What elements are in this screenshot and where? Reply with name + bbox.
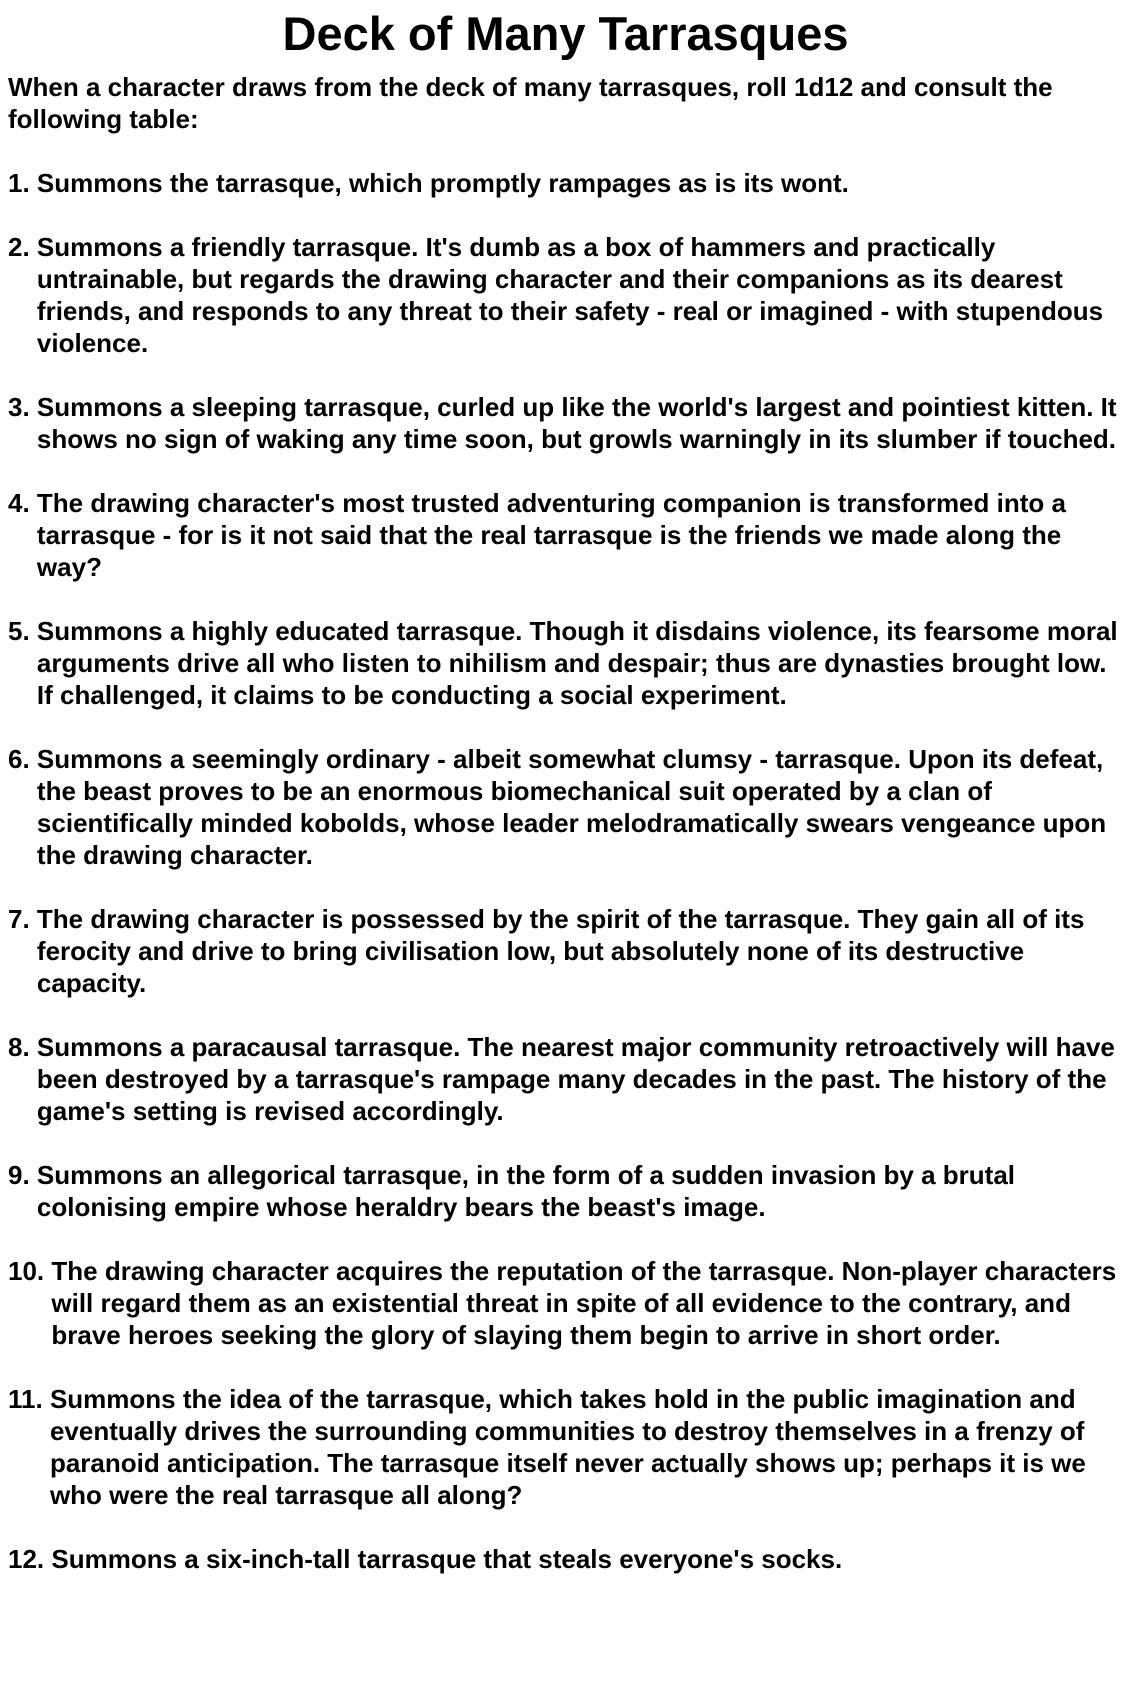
- item-number: 12.: [8, 1544, 52, 1574]
- list-item: [8, 1543, 1123, 1575]
- document-page: [0, 9, 1131, 1698]
- item-number: 7.: [8, 904, 37, 934]
- item-number: 1.: [8, 168, 37, 198]
- item-number: 6.: [8, 744, 37, 774]
- list-item: [8, 615, 1123, 711]
- list-item: [8, 1383, 1123, 1511]
- item-text: Summons a six-inch-tall tarrasque that steals everyone's socks.: [51, 1544, 843, 1574]
- item-text: Summons a sleeping tarrasque, curled up like the world's largest and pointiest kitten. It shows no sign of waking any time soon, but growls warningly in its slumber if touched.: [36, 392, 1117, 454]
- item-text: Summons a highly educated tarrasque. Though it disdains violence, its fearsome moral arguments drive all who listen to nihilism and despair; thus are dynasties brought low. If challenged, it claims to be conducting a social experiment.: [36, 616, 1118, 710]
- list-item: [8, 1255, 1123, 1351]
- item-text: Summons a friendly tarrasque. It's dumb as a box of hammers and practically untrainable, but regards the drawing character and their companions as its dearest friends, and responds to any threat to their safety - real or imagined - with stupendous violence.: [36, 232, 1104, 358]
- item-text: The drawing character acquires the reputation of the tarrasque. Non-player characters will regard them as an existential threat in spite of all evidence to the contrary, and brave heroes seeking the glory of slaying them begin to arrive in short order.: [51, 1256, 1117, 1350]
- item-number: 4.: [8, 488, 37, 518]
- item-number: 8.: [8, 1032, 37, 1062]
- item-text: Summons the tarrasque, which promptly rampages as is its wont.: [36, 168, 849, 198]
- list-item: [8, 167, 1123, 199]
- item-text: The drawing character's most trusted adventuring companion is transformed into a tarrasque - for is it not said that the real tarrasque is the friends we made along the way?: [36, 488, 1066, 582]
- page-title: Deck of Many Tarrasques: [282, 7, 849, 60]
- list-item: [8, 487, 1123, 583]
- list-item: [8, 1031, 1123, 1127]
- item-number: 9.: [8, 1160, 37, 1190]
- item-text: The drawing character is possessed by the spirit of the tarrasque. They gain all of its ferocity and drive to bring civilisation low, but absolutely none of its destructive capacity.: [36, 904, 1085, 998]
- item-text: Summons a seemingly ordinary - albeit somewhat clumsy - tarrasque. Upon its defeat, the beast proves to be an enormous biomechanical suit operated by a clan of scientifically minded kobolds, whose leader melodramatically swears vengeance upon the drawing character.: [36, 744, 1107, 870]
- item-number: 3.: [8, 392, 37, 422]
- item-text: Summons a paracausal tarrasque. The nearest major community retroactively will have been destroyed by a tarrasque's rampage many decades in the past. The history of the game's setting is revised accordingly.: [36, 1032, 1115, 1126]
- item-number: 5.: [8, 616, 37, 646]
- list-item: [8, 391, 1123, 455]
- item-number: 2.: [8, 232, 37, 262]
- list-item: [8, 743, 1123, 871]
- list-item: [8, 903, 1123, 999]
- list-item: [8, 231, 1123, 359]
- list-item: [8, 1159, 1123, 1223]
- item-text: Summons the idea of the tarrasque, which takes hold in the public imagination and eventually drives the surrounding communities to destroy themselves in a frenzy of paranoid anticipation. The tarrasque itself never actually shows up; perhaps it is we who were the real tarrasque all along?: [49, 1384, 1086, 1510]
- tarrasque-table: [8, 167, 1123, 1575]
- intro-paragraph: When a character draws from the deck of many tarrasques, roll 1d12 and consult the following table:: [8, 72, 1053, 134]
- item-number: 11.: [8, 1384, 50, 1414]
- item-number: 10.: [8, 1256, 52, 1286]
- item-text: Summons an allegorical tarrasque, in the form of a sudden invasion by a brutal colonising empire whose heraldry bears the beast's image.: [36, 1160, 1016, 1222]
